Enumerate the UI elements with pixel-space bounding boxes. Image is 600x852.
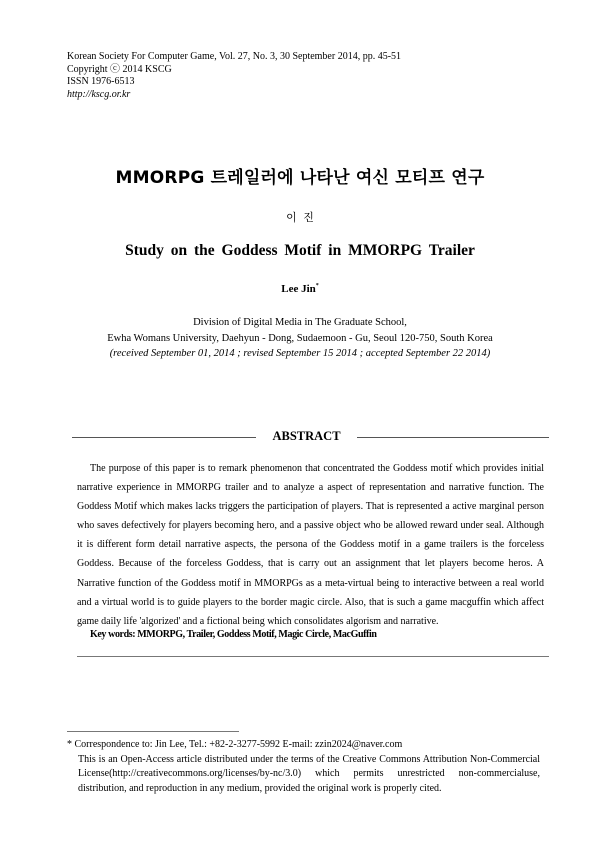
- korean-title: MMORPG 트레일러에 나타난 여신 모티프 연구: [115, 168, 485, 188]
- footnote-divider: [67, 731, 239, 732]
- license-note: This is an Open-Access article distributed under the terms of the Creative Commons Attribution Non-Commercial License(http://creativecommons.org/licenses/by-nc/3.0) which permits unrestricted non-commercialuse, distribution, and reproduction in any medium, provided the original work is properly cited.: [78, 753, 540, 794]
- english-title: Study on the Goddess Motif in MMORPG Trailer: [125, 242, 475, 259]
- journal-header: [67, 51, 401, 101]
- copyright-line: Copyright ⓒ 2014 KSCG: [67, 63, 172, 75]
- journal-citation: Korean Society For Computer Game, Vol. 27, No. 3, 30 September 2014, pp. 45-51: [67, 51, 402, 62]
- footnote-block: [67, 738, 540, 796]
- affiliation-block: [0, 315, 600, 362]
- author-mark: *: [315, 283, 319, 289]
- abstract-body: The purpose of this paper is to remark phenomenon that concentrated the Goddess motif which provides initial narrative experience in MMORPG trailer and to analyze a aspect of representation and narrative function. The Goddess Motif which makes lacks triggers the participation of players. That is represented a active marginal person who saves defectively for players becoming hero, and a passive object who be allowed reward under seal. Although it is different form detail narrative aspects, the persona of the Goddess motif in a game trailers is the forceless Goddess. Because of the forceless Goddess, that is carry out an assignment that let players become heros. A Narrative function of the Goddess motif in MMORPGs as a meta-virtual being to interactive between a real world and a virtual world is to guide players to the border magic circle. Also, that is such a game macguffin which affect game daily life 'algorized' and a fictional being which consolidates algorism and narrative.: [77, 463, 544, 627]
- correspondence-note: * Correspondence to: Jin Lee, Tel.: +82-2-3277-5992 E-mail: zzin2024@naver.com: [67, 739, 403, 750]
- abstract-heading: ABSTRACT: [272, 429, 341, 443]
- author-name: Lee Jin: [281, 283, 316, 295]
- keywords-divider: [77, 656, 549, 657]
- submission-dates: (received September 01, 2014 ; revised September 15 2014 ; accepted September 22 2014): [109, 348, 491, 359]
- abstract-rule-left: [72, 437, 256, 438]
- abstract-rule-right: [357, 437, 549, 438]
- journal-url-link[interactable]: http://kscg.or.kr: [67, 88, 131, 100]
- affiliation-line-1: Division of Digital Media in The Graduate School,: [193, 317, 407, 328]
- english-author: [0, 283, 600, 295]
- affiliation-line-2: Ewha Womans University, Daehyun - Dong, Sudaemoon - Gu, Seoul 120-750, South Korea: [107, 332, 493, 344]
- issn-line: ISSN 1976-6513: [67, 76, 135, 87]
- keywords-line: Key words: MMORPG, Trailer, Goddess Motif, Magic Circle, MacGuffin: [90, 629, 377, 640]
- korean-author: 이 진: [286, 211, 314, 224]
